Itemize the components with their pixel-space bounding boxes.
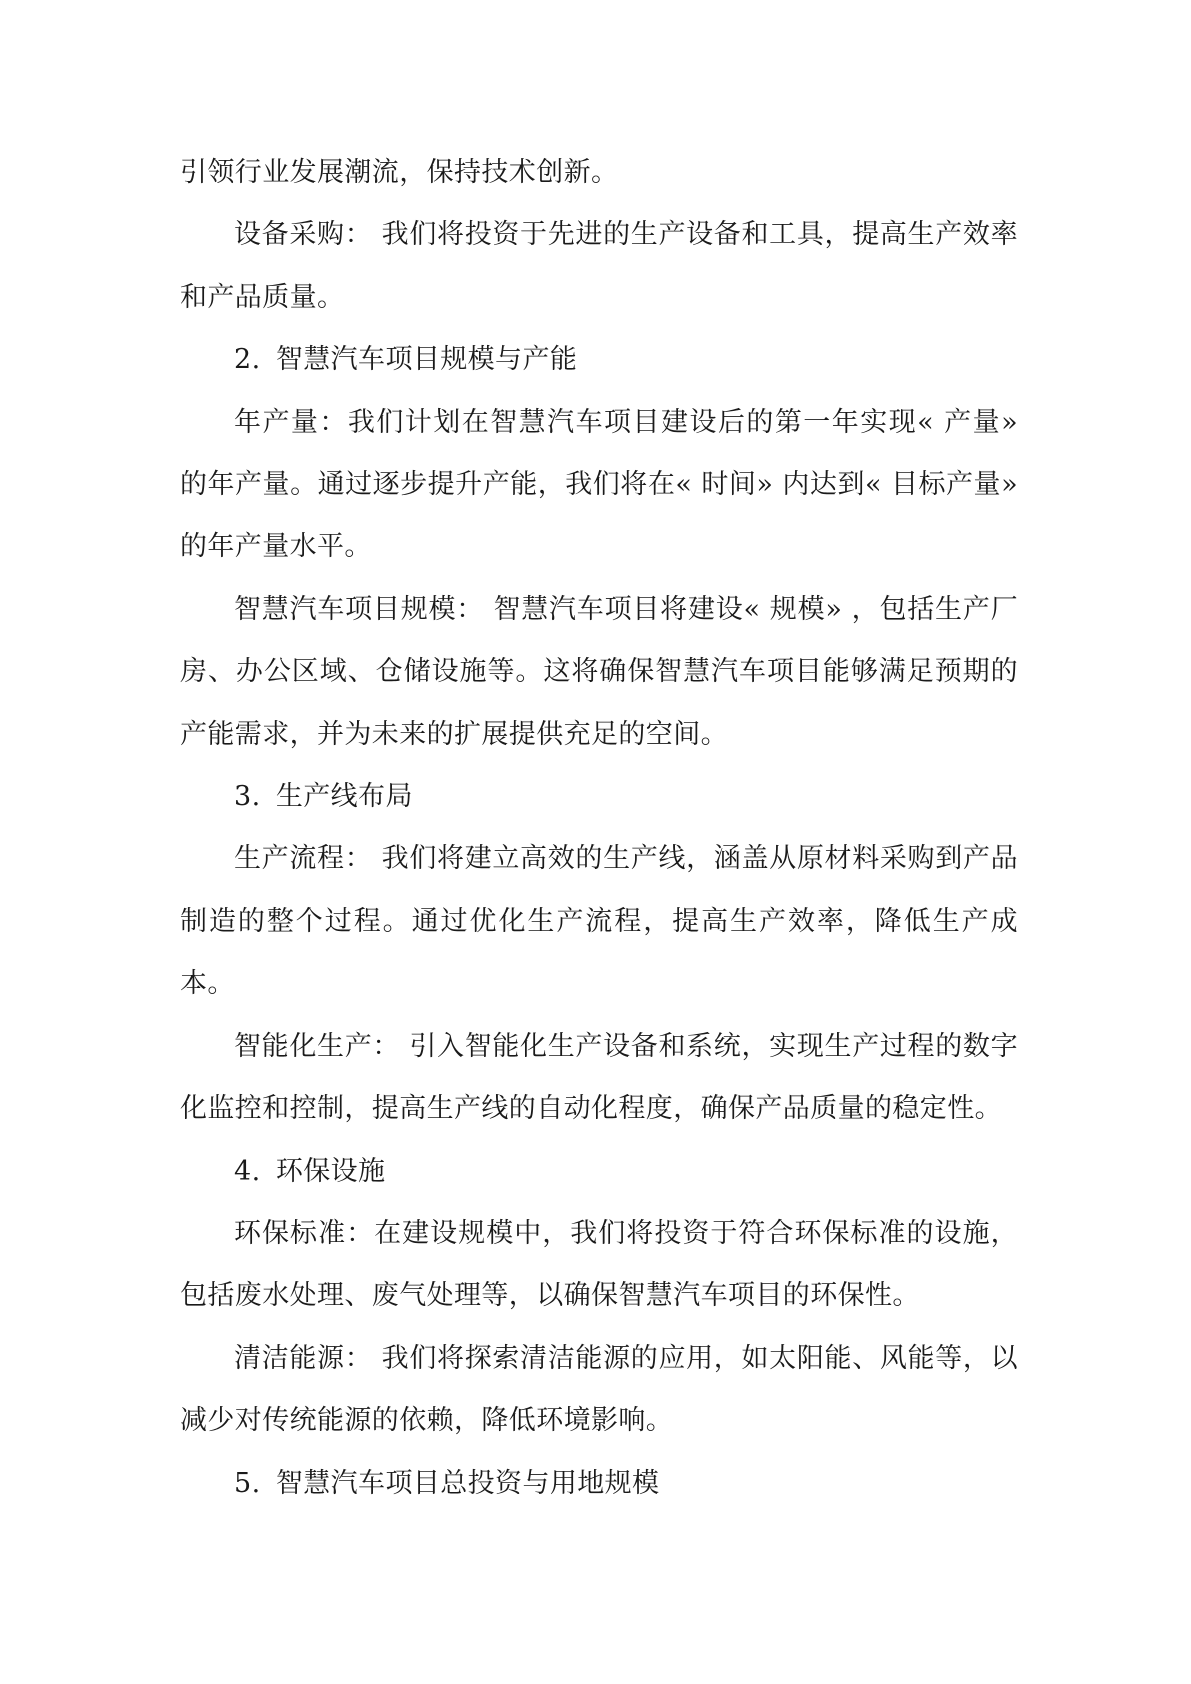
section-heading-2 — [180, 329, 1018, 391]
section-number: 5. — [234, 1467, 261, 1499]
section-title: 智慧汽车项目总投资与用地规模 — [275, 1467, 660, 1499]
paragraph-smart-production: 智能化生产： 引入智能化生产设备和系统，实现生产过程的数字化监控和控制，提高生产线的自动化程度，确保产品质量的稳定性。 — [180, 1030, 1018, 1125]
section-number: 2. — [234, 344, 261, 376]
section-title: 智慧汽车项目规模与产能 — [275, 344, 578, 376]
section-heading-3 — [180, 766, 1018, 828]
section-number: 4. — [234, 1155, 261, 1187]
section-number: 3. — [234, 781, 261, 813]
paragraph-continuation: 引领行业发展潮流，保持技术创新。 — [180, 157, 619, 188]
paragraph-environmental-standards: 环保标准：在建设规模中，我们将投资于符合环保标准的设施，包括废水处理、废气处理等，以确保智慧汽车项目的环保性。 — [180, 1217, 1018, 1312]
section-heading-5 — [180, 1453, 1018, 1515]
document-body — [180, 142, 1018, 1515]
paragraph-equipment-procurement: 设备采购： 我们将投资于先进的生产设备和工具，提高生产效率和产品质量。 — [180, 219, 1018, 313]
section-title: 环保设施 — [275, 1155, 386, 1187]
paragraph-clean-energy: 清洁能源： 我们将探索清洁能源的应用，如太阳能、风能等，以减少对传统能源的依赖，降低环境影响。 — [180, 1342, 1018, 1437]
section-title: 生产线布局 — [275, 781, 413, 813]
paragraph-annual-output: 年产量：我们计划在智慧汽车项目建设后的第一年实现« 产量» 的年产量。通过逐步提升产能，我们将在« 时间» 内达到« 目标产量» 的年产量水平。 — [180, 406, 1018, 563]
paragraph-production-process: 生产流程： 我们将建立高效的生产线，涵盖从原材料采购到产品制造的整个过程。通过优化生产流程，提高生产效率，降低生产成本。 — [180, 843, 1018, 1000]
paragraph-project-scale: 智慧汽车项目规模： 智慧汽车项目将建设« 规模» ，包括生产厂房、办公区域、仓储设施等。这将确保智慧汽车项目能够满足预期的产能需求，并为未来的扩展提供充足的空间。 — [180, 593, 1018, 750]
section-heading-4 — [180, 1141, 1018, 1203]
